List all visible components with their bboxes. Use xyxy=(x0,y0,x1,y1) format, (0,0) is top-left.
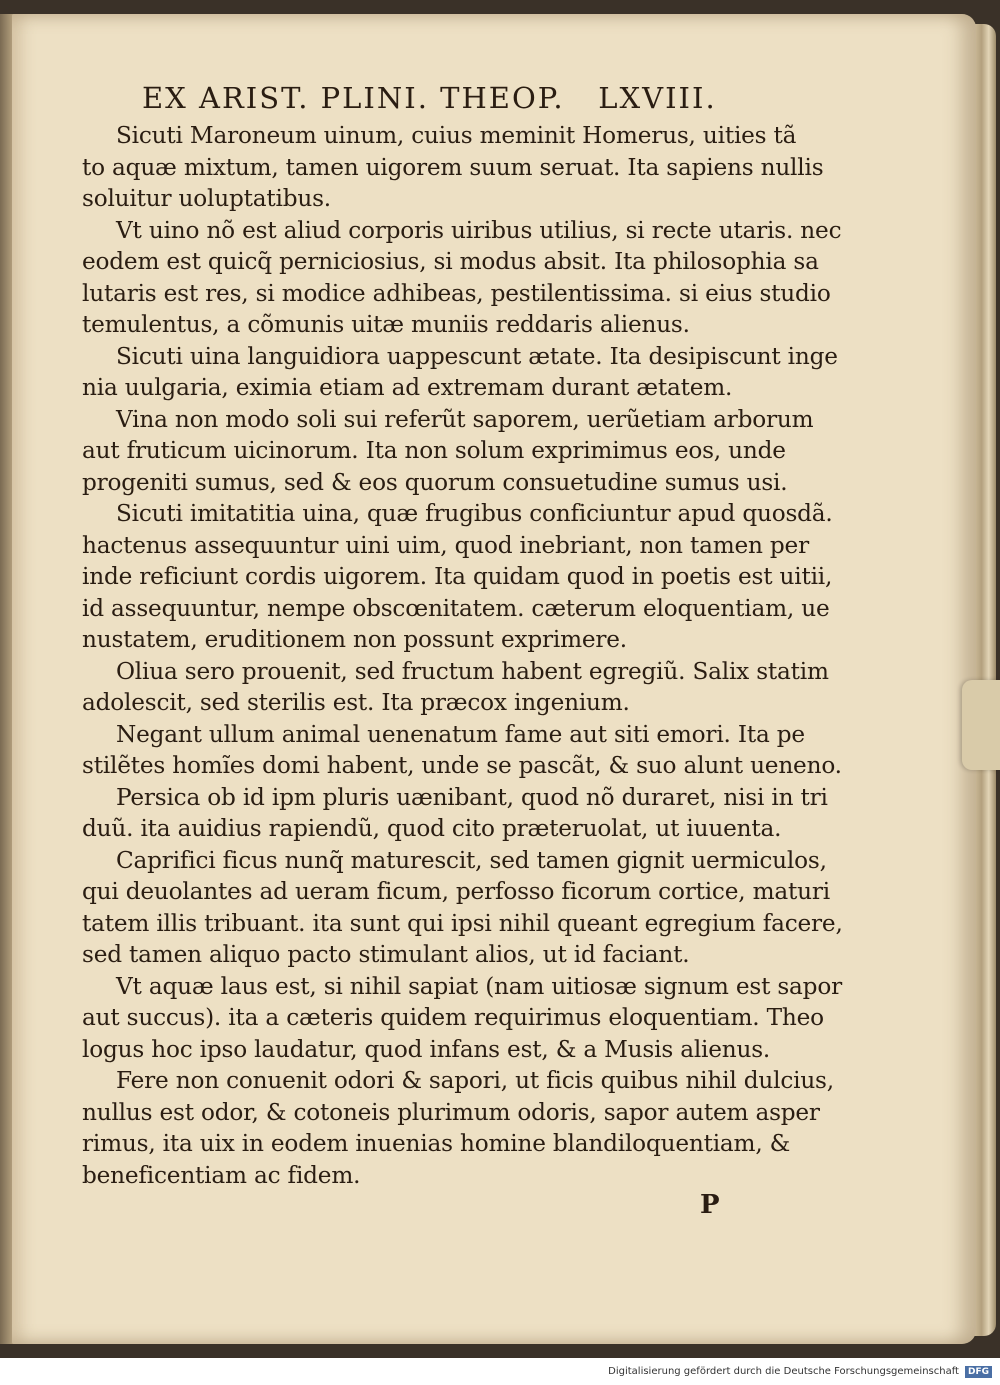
text-line: duũ. ita auidius rapiendũ, quod cito præteruolat, ut iuuenta. xyxy=(82,815,782,842)
text-line: logus hoc ipso laudatur, quod infans est, & a Musis alienus. xyxy=(82,1035,771,1063)
text-line: rimus, ita uix in eodem inuenias homine blandiloquentiam, & xyxy=(82,1130,791,1157)
text-line: Sicuti uina languidiora uappescunt ætate. Ita desipiscunt inge xyxy=(116,342,838,370)
paragraph xyxy=(82,971,842,1066)
paragraph xyxy=(82,404,812,499)
paragraph xyxy=(82,1065,834,1191)
text-line: beneficentiam ac fidem. xyxy=(82,1161,361,1189)
text-line: Oliua sero prouenit, sed fructum habent egregiũ. Salix statim xyxy=(116,657,829,685)
text-line: Sicuti imitatitia uina, quæ frugibus conficiuntur apud quosdã. xyxy=(116,500,833,527)
text-line: to aquæ mixtum, tamen uigorem suum seruat. Ita sapiens nullis xyxy=(82,153,824,181)
text-line: Vt uino nõ est aliud corporis uiribus utilius, si recte utaris. nec xyxy=(116,216,842,244)
paragraph xyxy=(82,215,842,341)
page-tab xyxy=(962,680,1000,770)
footer-bar xyxy=(0,1358,1000,1385)
text-line: lutaris est res, si modice adhibeas, pestilentissima. si eius studio xyxy=(82,279,831,307)
text-line: nia uulgaria, eximia etiam ad extremam durant ætatem. xyxy=(82,374,733,401)
text-line: stilẽtes homĩes domi habent, unde se pascãt, & suo alunt ueneno. xyxy=(82,752,842,779)
text-line: Vt aquæ laus est, si nihil sapiat (nam uitiosæ signum est sapor xyxy=(116,972,842,1000)
body-text xyxy=(82,120,843,1191)
paragraph xyxy=(82,656,829,719)
text-line: aut fruticum uicinorum. Ita non solum exprimimus eos, unde xyxy=(82,437,786,464)
text-line: Fere non conuenit odori & sapori, ut ficis quibus nihil dulcius, xyxy=(116,1067,834,1094)
text-line: id assequuntur, nempe obscœnitatem. cæterum eloquentiam, ue xyxy=(82,594,830,622)
text-line: soluitur uoluptatibus. xyxy=(82,185,331,212)
running-header: EX ARIST. PLINI. THEOP. LXVIII. xyxy=(142,81,717,115)
paragraph xyxy=(82,845,843,971)
paragraph xyxy=(82,782,828,845)
page-text xyxy=(82,78,843,1191)
text-line: sed tamen aliquo pacto stimulant alios, ut id faciant. xyxy=(82,941,690,968)
paragraph xyxy=(82,719,842,782)
text-line: adolescit, sed sterilis est. Ita præcox ingenium. xyxy=(82,689,630,716)
text-line: tatem illis tribuant. ita sunt qui ipsi nihil queant egregium facere, xyxy=(82,909,843,937)
text-line: aut succus). ita a cæteris quidem requirimus eloquentiam. Theo xyxy=(82,1004,824,1031)
text-line: inde reficiunt cordis uigorem. Ita quidam quod in poetis est uitii, xyxy=(82,563,833,590)
text-line: qui deuolantes ad ueram ficum, perfosso ficorum cortice, maturi xyxy=(82,878,830,905)
text-line: Caprifici ficus nunq̃ maturescit, sed tamen gignit uermiculos, xyxy=(116,846,827,874)
signature-mark: P xyxy=(700,1190,720,1220)
dfg-logo: DFG xyxy=(965,1366,992,1378)
text-line: Sicuti Maroneum uinum, cuius meminit Homerus, uities tã xyxy=(116,122,797,149)
paragraph xyxy=(82,341,838,404)
text-line: temulentus, a cõmunis uitæ muniis reddaris alienus. xyxy=(82,311,690,338)
paragraph xyxy=(82,120,824,215)
text-line: progeniti sumus, sed & eos quorum consuetudine sumus usi. xyxy=(82,468,788,496)
paragraph xyxy=(82,498,833,656)
text-line: nullus est odor, & cotoneis plurimum odoris, sapor autem asper xyxy=(82,1098,820,1126)
text-line: hactenus assequuntur uini uim, quod inebriant, non tamen per xyxy=(82,531,809,559)
text-line: Vina non modo soli sui referũt saporem, uerũetiam arborum xyxy=(116,405,814,433)
funding-note: Digitalisierung gefördert durch die Deutsche Forschungsgemeinschaft xyxy=(608,1366,959,1377)
text-line: Persica ob id ipm pluris uænibant, quod nõ duraret, nisi in tri xyxy=(116,783,828,811)
text-line: eodem est quicq̃ perniciosius, si modus absit. Ita philosophia sa xyxy=(82,248,819,275)
text-line: nustatem, eruditionem non possunt exprimere. xyxy=(82,626,627,653)
text-line: Negant ullum animal uenenatum fame aut siti emori. Ita pe xyxy=(116,720,805,748)
